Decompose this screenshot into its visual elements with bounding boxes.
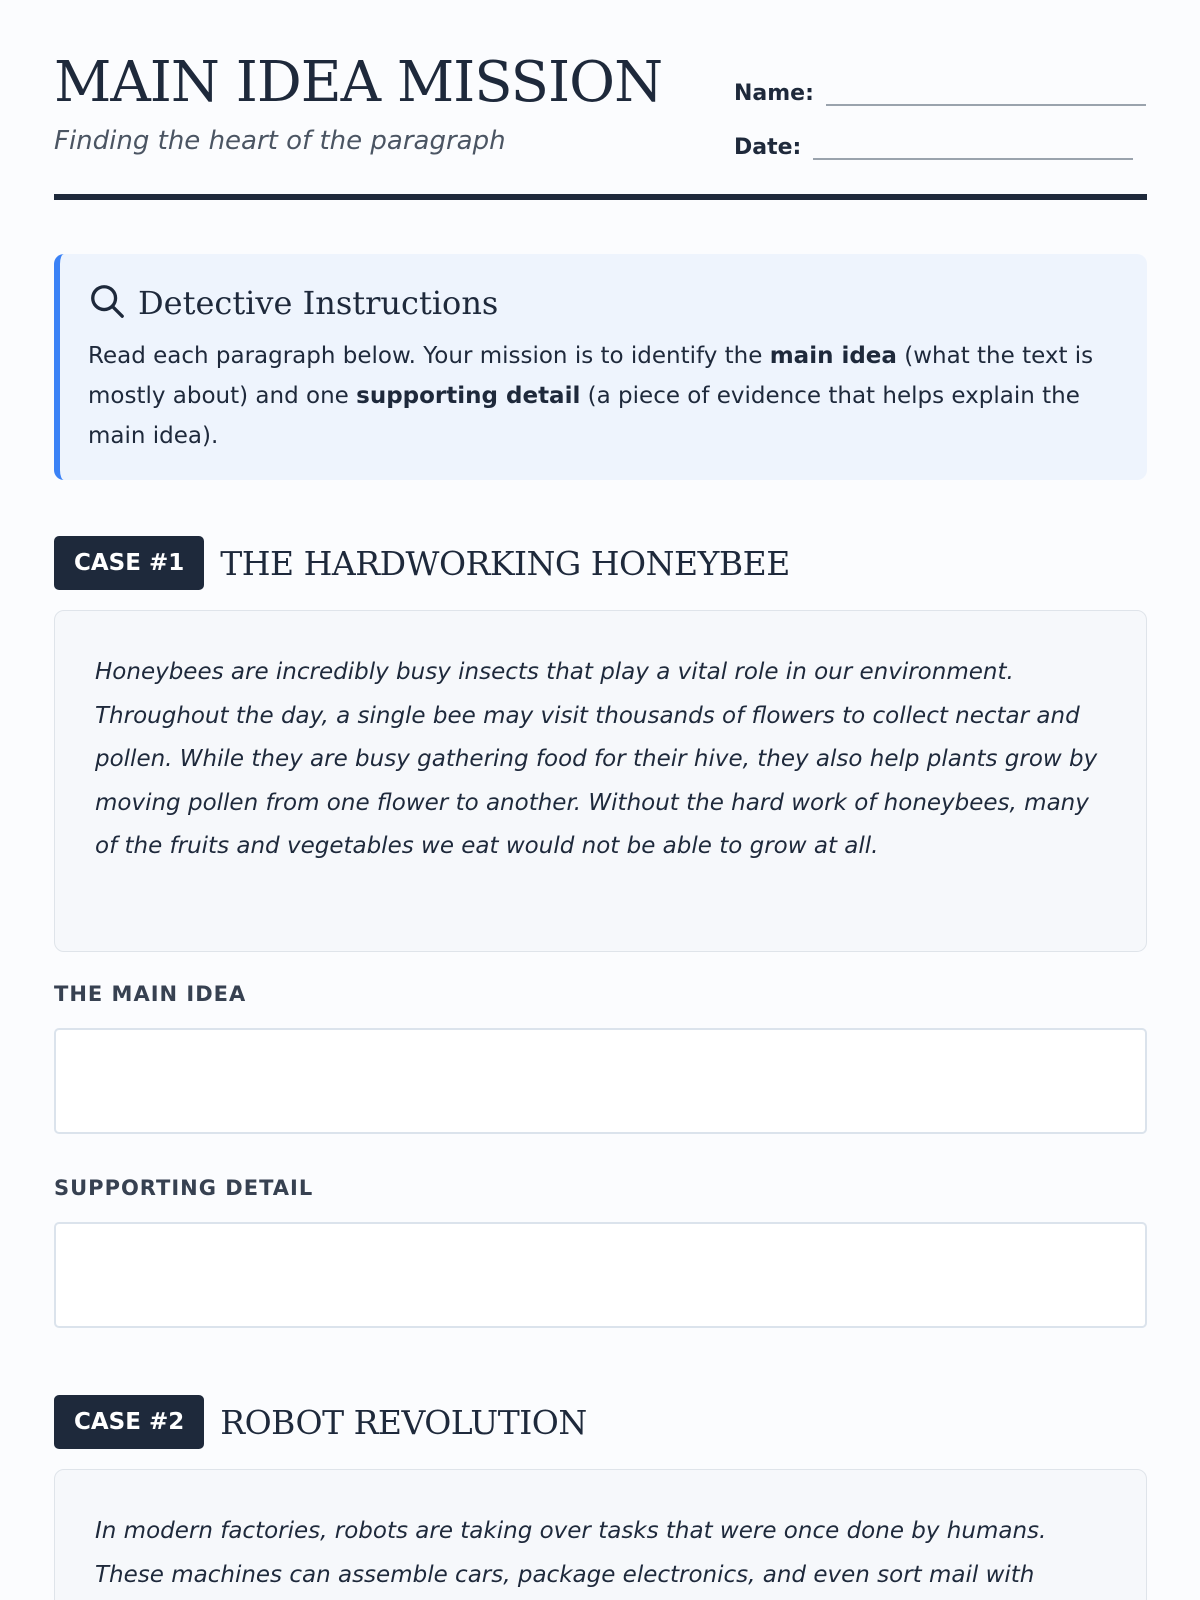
instructions-bold-supporting-detail: supporting detail: [356, 383, 581, 409]
case-1-passage: Honeybees are incredibly busy insects that play a vital role in our environment. Throughout the day, a single bee may visit thousands of flowers to collect nectar and pollen. While they are busy gathering food for their hive, they also help plants grow by moving pollen from one flower to another. Without the hard work of honeybees, many of the fruits and vegetables we eat would not be able to grow at all.: [54, 610, 1147, 952]
case-badge: CASE #1: [54, 536, 204, 590]
date-input-line[interactable]: [813, 130, 1133, 160]
date-label: Date:: [734, 135, 802, 160]
case-title: ROBOT REVOLUTION: [220, 1402, 587, 1442]
instructions-bold-main-idea: main idea: [769, 343, 897, 369]
main-idea-answer-box[interactable]: [54, 1028, 1147, 1134]
instructions-text-part: (a piece of evidence that helps explain the main idea).: [88, 383, 1080, 449]
case-2-header: [54, 1395, 587, 1449]
date-field: [734, 130, 1133, 160]
worksheet-header: [54, 0, 1147, 200]
instructions-title: Detective Instructions: [138, 284, 499, 322]
header-divider: [54, 194, 1147, 200]
instructions-header: [88, 282, 1119, 324]
name-label: Name:: [734, 81, 814, 106]
case-title: THE HARDWORKING HONEYBEE: [220, 543, 790, 583]
instructions-text-part: Read each paragraph below. Your mission is to identify the: [88, 343, 770, 369]
supporting-detail-answer-box[interactable]: [54, 1222, 1147, 1328]
name-input-line[interactable]: [826, 76, 1146, 106]
search-icon: [88, 282, 138, 324]
main-idea-label: THE MAIN IDEA: [54, 982, 247, 1006]
case-1-header: [54, 536, 790, 590]
instructions-text-part: (what the text is mostly about) and one: [88, 343, 1094, 409]
supporting-detail-label: SUPPORTING DETAIL: [54, 1176, 314, 1200]
page-title: MAIN IDEA MISSION: [54, 50, 663, 115]
page-subtitle: Finding the heart of the paragraph: [54, 126, 506, 156]
instructions-text: [88, 336, 1119, 456]
case-badge: CASE #2: [54, 1395, 204, 1449]
worksheet-page: [54, 0, 1147, 1588]
instructions-box: [54, 254, 1147, 480]
case-2-passage: In modern factories, robots are taking over tasks that were once done by humans. These machines can assemble cars, package electronics, and even sort mail with: [54, 1469, 1147, 1600]
name-field: [734, 76, 1146, 106]
